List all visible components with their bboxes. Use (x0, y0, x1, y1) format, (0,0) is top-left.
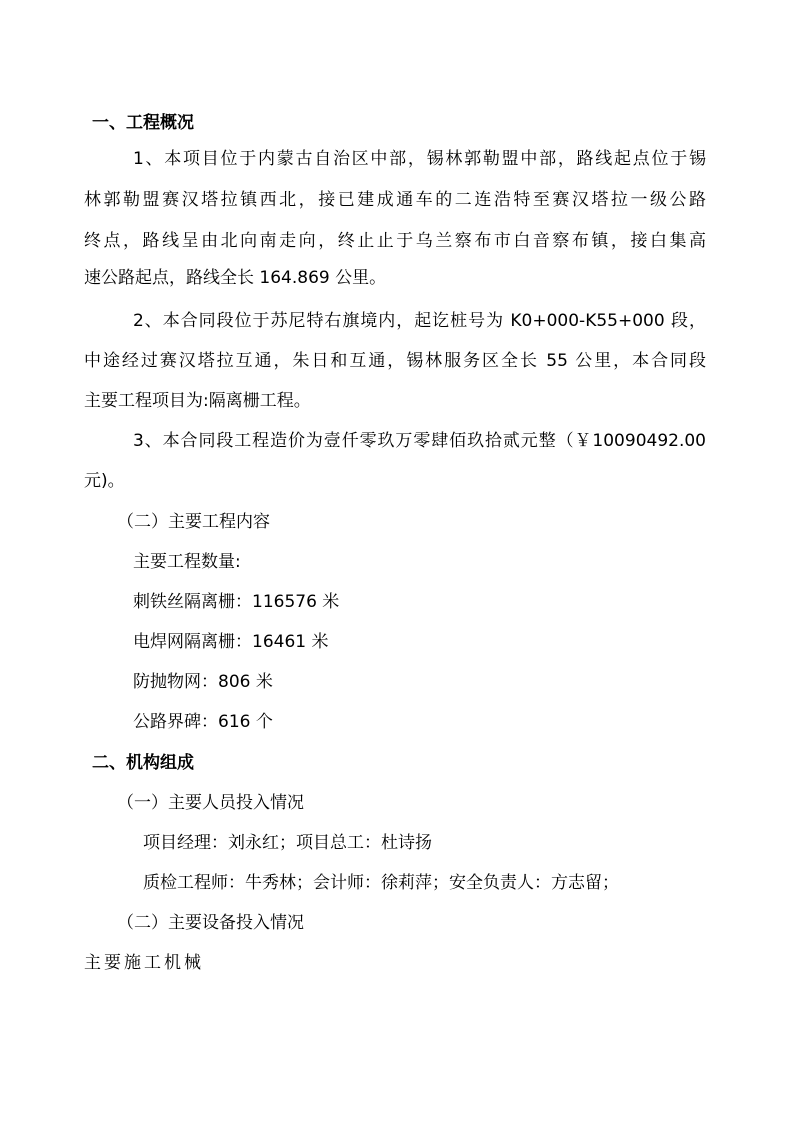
section-heading-overview: 一、工程概况 (92, 113, 194, 133)
paragraph-1-line-2: 林郭勒盟赛汉塔拉镇西北，接已建成通车的二连浩特至赛汉塔拉一级公路 (84, 190, 706, 210)
quantities-title: 主要工程数量: (133, 552, 241, 572)
paragraph-2-line-1: 2、本合同段位于苏尼特右旗境内，起讫桩号为 K0+000-K55+000 段， (133, 311, 706, 331)
staff-line-1: 项目经理：刘永红；项目总工：杜诗扬 (143, 833, 432, 853)
paragraph-1-line-1: 1、本项目位于内蒙古自治区中部，锡林郭勒盟中部，路线起点位于锡 (133, 149, 706, 169)
quantity-item: 刺铁丝隔离栅：116576 米 (133, 592, 340, 612)
subheading-main-works: （二）主要工程内容 (117, 512, 270, 532)
machinery-title: 主要施工机械 (84, 953, 204, 973)
paragraph-3-line-1: 3、本合同段工程造价为壹仟零玖万零肆佰玖拾贰元整（￥10090492.00 (133, 431, 706, 451)
quantity-item: 公路界碑：616 个 (133, 712, 273, 732)
subheading-staff: （一）主要人员投入情况 (117, 793, 304, 813)
quantity-item: 防抛物网：806 米 (133, 672, 273, 692)
section-heading-organization: 二、机构组成 (92, 753, 194, 773)
paragraph-1-line-3: 终点，路线呈由北向南走向，终止止于乌兰察布市白音察布镇，接白集高 (84, 231, 706, 251)
paragraph-3-line-2: 元)。 (84, 471, 125, 491)
paragraph-2-line-3: 主要工程项目为:隔离栅工程。 (84, 391, 311, 411)
staff-line-2: 质检工程师：牛秀林；会计师：徐莉萍；安全负责人：方志留； (143, 873, 619, 893)
subheading-equipment: （二）主要设备投入情况 (117, 913, 304, 933)
quantity-item: 电焊网隔离栅：16461 米 (133, 632, 329, 652)
paragraph-1-line-4: 速公路起点，路线全长 164.869 公里。 (84, 268, 387, 288)
paragraph-2-line-2: 中途经过赛汉塔拉互通，朱日和互通，锡林服务区全长 55 公里，本合同段 (84, 351, 706, 371)
